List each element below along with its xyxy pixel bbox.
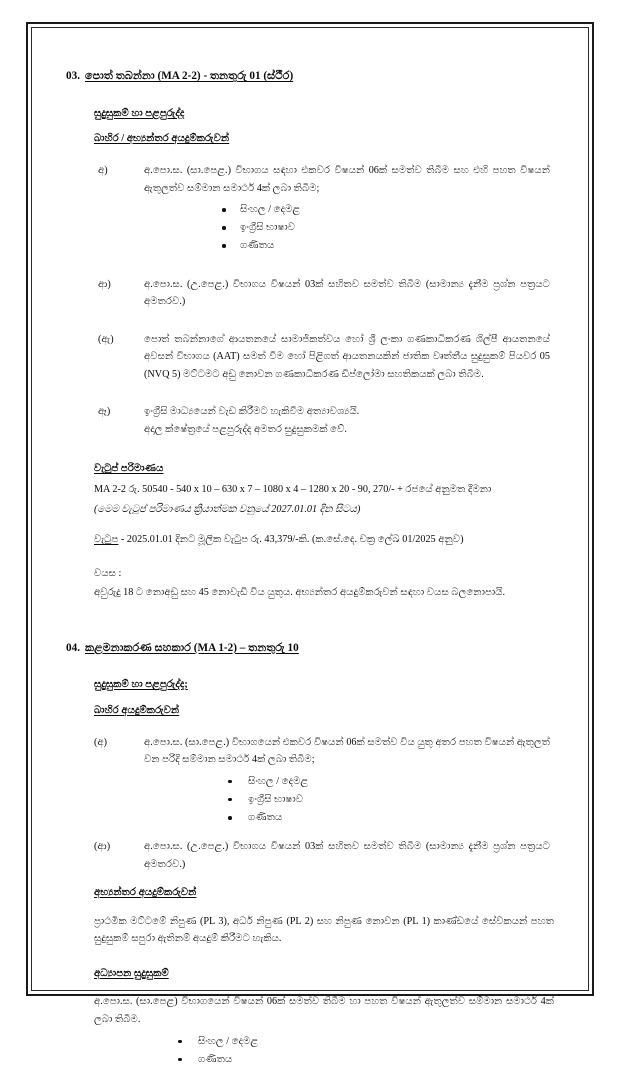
item-body: අ.පො.ස. (උ.පෙළ.) විභාගය විෂයන් 03ක් සහිතව සමත්ව තිබීම (සාමාන්‍ය දැනීම ප්‍රශ්න පත්‍රයට අමතරව.) (144, 278, 550, 308)
bullet-item: සිංහල / දෙමළ (94, 1033, 554, 1051)
section-04-headings (94, 670, 554, 721)
salary-scale-heading: වැටුප් පරිමාණය (94, 463, 164, 475)
qualifications-heading-03: සුදුසුකම් හා පළපුරුද්ද (94, 107, 185, 119)
item-marker: ආ) (98, 278, 111, 290)
internal-applicants-text: ප්‍රාථමික මට්ටමේ නිපුණ (PL 3), අර්ධ නිපුණ (PL 2) සහ නිපුණ නොවන (PL 1) කාණ්ඩයේ සේවකයන් පහත සුදුසුකම් සපුරා ඇතිනම් අයදුම් කිරීමට හැකිය. (94, 915, 554, 945)
list-item (94, 403, 554, 438)
section-title-04: කළමනාකරණ සහකාර (MA 1-2) – තනතුරු 10 (84, 641, 299, 654)
item-marker: අ) (98, 164, 108, 176)
bullet-list (144, 773, 550, 827)
qualifications-heading-04: සුදුසුකම් හා පළපුරුද්ද; (94, 679, 188, 691)
education-qualifications-heading: අධ්‍යාපන සුදුසුකම් (94, 967, 169, 979)
item-marker: (ඇ) (98, 333, 114, 345)
spacer (94, 322, 554, 331)
spacer (94, 394, 554, 403)
section-number-04: 04. (66, 641, 80, 654)
spacer (94, 267, 554, 276)
spacer (94, 904, 554, 913)
bullet-item: ඉංග්‍රීසි භාෂාව (144, 791, 550, 809)
item-body: අ.පො.ස. (උ.පෙළ.) විභාගය විෂයන් 03ක් සහිතව සමත්ව තිබීම (සාමාන්‍ය දැනීම ප්‍රශ්න පත්‍රයට අමතරව.) (144, 841, 550, 870)
current-salary-line (94, 531, 554, 549)
age-text: අවුරුදු 18 ට නොඅඩු සහ 45 නොවැඩි විය යුතුය. අභ්‍යන්තර අයදුම්කරුවන් සඳහා වයස බලනොපායි. (94, 587, 506, 599)
document-page-inner-border (31, 27, 589, 1065)
section-heading-03 (66, 68, 554, 85)
document-content (32, 28, 588, 1065)
current-salary-value: - 2025.01.01 දිනට මූලික වැටුප රු. 43,379/-කි. (ක.සේ.දෙ. චක්‍ර ලේඛ 01/2025 අනුව) (118, 534, 464, 546)
item-marker: (අ) (94, 736, 108, 748)
internal-applicants-heading-row (94, 884, 554, 902)
bullet-item: ඉංග්‍රීසි භාෂාව (144, 219, 550, 237)
section-title-03: පොත් තබන්නා (MA 2-2) - තනතුරු 01 (ස්ථීර) (84, 70, 294, 82)
bullet-list (144, 201, 550, 255)
salary-scale-note: (මෙම වැටුප් පරිමාණය ක්‍රියාත්මක වනුයේ 2027.01.01 දින සිටය) (94, 504, 361, 516)
spacer (94, 956, 554, 965)
list-item (94, 276, 554, 311)
item-body (144, 403, 554, 438)
section-number-03: 03. (66, 70, 80, 82)
section-04-body (94, 670, 554, 1068)
bullet-item: සිංහල / දෙමළ (144, 201, 550, 219)
spacer (94, 984, 554, 993)
applicants-heading-03: බාහිර / අභ්‍යන්තර අයදුම්කරුවන් (94, 133, 230, 145)
list-item (94, 331, 554, 384)
section-03-headings (94, 99, 554, 150)
salary-block (94, 460, 554, 548)
education-qualifications-text: අ.පො.ස. (සා.පෙළ) විභාගයෙන් විෂයන් 06ක් සමත්ව තිබීම හා පහත විෂයන් ඇතුලත්ව සම්මාන සමාර්ථ 4ක් ලබා තිබීම. (94, 996, 554, 1026)
item-text: ඉංග්‍රීසි මාධ්‍යයෙන් වැඩ කිරීමට හැකිවීම අත්‍යාවශ්‍යයි. (144, 406, 360, 418)
spacer (66, 610, 554, 640)
item-text: අ.පො.ස. (සා.පෙළ.) විභාගයෙන් එකවර විෂයන් 06ක් සමත්ව විය යුතු අතර පහත විෂයන් ඇතුලත් වන පරිදි සම්මාන සමාර්ථ 4ක් ලබා තිබීම; (144, 736, 550, 766)
spacer (94, 522, 554, 531)
age-heading: වයස : (94, 567, 122, 579)
item-body: පොත් තබන්නාගේ ආයතනයේ සාමාජිකත්වය හෝ ශ්‍රී ලංකා ගණකාධිකරණ ශිල්පී ආයතනයේ අවසන් විභාගය (AAT) සමත් වීම හෝ පිළිගත් ආයතනයකින් ජාතික වෘත්තීය සුදුසුකම් පියවර 05 (NVQ 5) මට්ටමට අඩු නොවන ගණකාධිකරණ ඩිප්ලෝමා සහතිකයක් ලබා තිබීම. (144, 333, 550, 380)
bullet-item: ගණිතය (144, 809, 550, 827)
list-item (94, 734, 554, 828)
item-marker: (ආ) (94, 841, 111, 853)
list-item (94, 838, 554, 873)
education-heading-row (94, 965, 554, 983)
list-item (94, 162, 554, 256)
applicants-heading-04: බාහිර අයදුම්කරුවන් (94, 705, 180, 717)
item-body (144, 734, 554, 828)
current-salary-label: වැටුප (94, 534, 119, 546)
item-text: අ.පො.ස. (සා.පෙළ.) විභාගය සඳහා එකවර විෂයන් 06ක් සමත්ව තිබීම සහ එහි පහත විෂයන් ඇතුලත්ව සම්මාන සමාර්ථ 4ක් ලබා තිබීම; (144, 164, 550, 194)
item-body (144, 162, 554, 256)
document-page-border (26, 22, 594, 1065)
section-03-body (94, 99, 554, 602)
salary-scale-value: MA 2-2 රු. 50540 - 540 x 10 – 630 x 7 – 1080 x 4 – 1280 x 20 - 90, 270/- + රජයේ අනුමත දීමනා (94, 483, 492, 495)
internal-applicants-heading: අභ්‍යන්තර අයදුම්කරුවන් (94, 887, 197, 899)
section-heading-04 (66, 640, 554, 657)
item-marker: ඈ) (98, 406, 111, 418)
age-block (94, 565, 554, 602)
item-text-secondary: අදාල ක්ෂේත්‍රයේ පළපුරුද්ද අමතර සුදුසුකමක් වේ. (144, 423, 347, 435)
bullet-item: ගණිතය (144, 237, 550, 255)
bullet-item: ගණිතය (94, 1051, 554, 1069)
education-bullet-list (94, 1033, 554, 1069)
bullet-item: සිංහල / දෙමළ (144, 773, 550, 791)
